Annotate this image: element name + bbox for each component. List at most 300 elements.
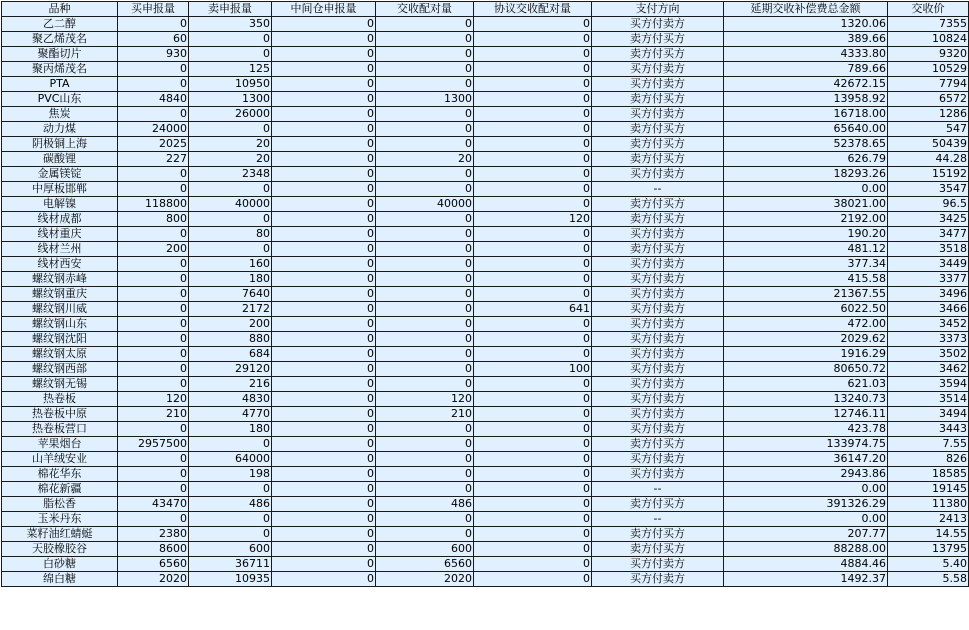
table-row bbox=[2, 392, 969, 407]
cell-buy-qty: 0 bbox=[118, 167, 189, 182]
cell-buy-qty: 0 bbox=[118, 422, 189, 437]
cell-buy-qty: 227 bbox=[118, 152, 189, 167]
cell-compensation-total: 4333.80 bbox=[724, 47, 888, 62]
table-row bbox=[2, 482, 969, 497]
cell-delivery-price: 11380 bbox=[888, 497, 969, 512]
cell-sell-qty: 0 bbox=[189, 182, 272, 197]
cell-variety: 螺纹钢无锡 bbox=[2, 377, 118, 392]
cell-payment-direction: 买方付卖方 bbox=[592, 77, 724, 92]
cell-buy-qty: 0 bbox=[118, 377, 189, 392]
cell-compensation-total: 415.58 bbox=[724, 272, 888, 287]
cell-middle-warehouse-qty: 0 bbox=[272, 137, 376, 152]
cell-matched-qty: 0 bbox=[376, 362, 474, 377]
cell-payment-direction: 卖方付买方 bbox=[592, 32, 724, 47]
table-row bbox=[2, 302, 969, 317]
cell-delivery-price: 3477 bbox=[888, 227, 969, 242]
cell-buy-qty: 0 bbox=[118, 17, 189, 32]
cell-variety: 螺纹钢重庆 bbox=[2, 287, 118, 302]
cell-delivery-price: 3449 bbox=[888, 257, 969, 272]
cell-buy-qty: 0 bbox=[118, 332, 189, 347]
cell-delivery-price: 96.5 bbox=[888, 197, 969, 212]
cell-compensation-total: 21367.55 bbox=[724, 287, 888, 302]
cell-middle-warehouse-qty: 0 bbox=[272, 542, 376, 557]
cell-middle-warehouse-qty: 0 bbox=[272, 62, 376, 77]
cell-sell-qty: 880 bbox=[189, 332, 272, 347]
cell-variety: 电解镍 bbox=[2, 197, 118, 212]
table-row bbox=[2, 362, 969, 377]
cell-matched-qty: 0 bbox=[376, 482, 474, 497]
cell-middle-warehouse-qty: 0 bbox=[272, 32, 376, 47]
header-buy-qty: 买申报量 bbox=[118, 2, 189, 17]
cell-middle-warehouse-qty: 0 bbox=[272, 107, 376, 122]
cell-buy-qty: 24000 bbox=[118, 122, 189, 137]
cell-matched-qty: 40000 bbox=[376, 197, 474, 212]
cell-variety: 螺纹钢川威 bbox=[2, 302, 118, 317]
cell-matched-qty: 0 bbox=[376, 47, 474, 62]
cell-buy-qty: 2957500 bbox=[118, 437, 189, 452]
cell-variety: 乙二醇 bbox=[2, 17, 118, 32]
cell-agreement-matched-qty: 0 bbox=[474, 137, 592, 152]
cell-matched-qty: 0 bbox=[376, 527, 474, 542]
cell-variety: 聚乙烯茂名 bbox=[2, 32, 118, 47]
cell-sell-qty: 20 bbox=[189, 137, 272, 152]
header-sell-qty: 卖申报量 bbox=[189, 2, 272, 17]
cell-agreement-matched-qty: 0 bbox=[474, 482, 592, 497]
table-row bbox=[2, 497, 969, 512]
cell-sell-qty: 0 bbox=[189, 482, 272, 497]
cell-payment-direction: 卖方付买方 bbox=[592, 152, 724, 167]
cell-sell-qty: 29120 bbox=[189, 362, 272, 377]
cell-delivery-price: 10529 bbox=[888, 62, 969, 77]
cell-sell-qty: 0 bbox=[189, 512, 272, 527]
cell-buy-qty: 8600 bbox=[118, 542, 189, 557]
cell-compensation-total: 1916.29 bbox=[724, 347, 888, 362]
cell-matched-qty: 0 bbox=[376, 332, 474, 347]
cell-sell-qty: 7640 bbox=[189, 287, 272, 302]
cell-sell-qty: 36711 bbox=[189, 557, 272, 572]
cell-middle-warehouse-qty: 0 bbox=[272, 77, 376, 92]
cell-delivery-price: 547 bbox=[888, 122, 969, 137]
cell-variety: 山羊绒安业 bbox=[2, 452, 118, 467]
cell-middle-warehouse-qty: 0 bbox=[272, 347, 376, 362]
cell-variety: 脂松香 bbox=[2, 497, 118, 512]
cell-sell-qty: 180 bbox=[189, 272, 272, 287]
cell-buy-qty: 118800 bbox=[118, 197, 189, 212]
cell-variety: 棉花新疆 bbox=[2, 482, 118, 497]
cell-compensation-total: 42672.15 bbox=[724, 77, 888, 92]
cell-middle-warehouse-qty: 0 bbox=[272, 377, 376, 392]
cell-payment-direction: 买方付卖方 bbox=[592, 407, 724, 422]
cell-middle-warehouse-qty: 0 bbox=[272, 47, 376, 62]
cell-variety: 碳酸锂 bbox=[2, 152, 118, 167]
cell-payment-direction: 买方付卖方 bbox=[592, 572, 724, 587]
cell-delivery-price: 3496 bbox=[888, 287, 969, 302]
cell-agreement-matched-qty: 0 bbox=[474, 167, 592, 182]
cell-matched-qty: 0 bbox=[376, 182, 474, 197]
cell-agreement-matched-qty: 0 bbox=[474, 512, 592, 527]
cell-delivery-price: 5.40 bbox=[888, 557, 969, 572]
cell-agreement-matched-qty: 0 bbox=[474, 227, 592, 242]
cell-variety: 棉花华东 bbox=[2, 467, 118, 482]
cell-buy-qty: 0 bbox=[118, 347, 189, 362]
cell-middle-warehouse-qty: 0 bbox=[272, 497, 376, 512]
cell-sell-qty: 20 bbox=[189, 152, 272, 167]
cell-matched-qty: 0 bbox=[376, 437, 474, 452]
cell-middle-warehouse-qty: 0 bbox=[272, 122, 376, 137]
cell-compensation-total: 12746.11 bbox=[724, 407, 888, 422]
cell-compensation-total: 4884.46 bbox=[724, 557, 888, 572]
cell-buy-qty: 0 bbox=[118, 182, 189, 197]
cell-sell-qty: 125 bbox=[189, 62, 272, 77]
cell-matched-qty: 0 bbox=[376, 377, 474, 392]
cell-payment-direction: 买方付卖方 bbox=[592, 317, 724, 332]
cell-middle-warehouse-qty: 0 bbox=[272, 287, 376, 302]
table-row bbox=[2, 167, 969, 182]
cell-payment-direction: 买方付卖方 bbox=[592, 272, 724, 287]
header-delivery-price: 交收价 bbox=[888, 2, 969, 17]
cell-delivery-price: 3425 bbox=[888, 212, 969, 227]
cell-delivery-price: 5.58 bbox=[888, 572, 969, 587]
cell-payment-direction: 卖方付买方 bbox=[592, 542, 724, 557]
cell-payment-direction: 买方付卖方 bbox=[592, 332, 724, 347]
cell-payment-direction: 卖方付买方 bbox=[592, 197, 724, 212]
cell-buy-qty: 0 bbox=[118, 77, 189, 92]
cell-buy-qty: 0 bbox=[118, 452, 189, 467]
cell-middle-warehouse-qty: 0 bbox=[272, 467, 376, 482]
cell-agreement-matched-qty: 0 bbox=[474, 122, 592, 137]
cell-buy-qty: 0 bbox=[118, 317, 189, 332]
cell-variety: 绵白糖 bbox=[2, 572, 118, 587]
cell-compensation-total: 0.00 bbox=[724, 182, 888, 197]
cell-sell-qty: 2348 bbox=[189, 167, 272, 182]
cell-delivery-price: 2413 bbox=[888, 512, 969, 527]
cell-middle-warehouse-qty: 0 bbox=[272, 152, 376, 167]
cell-buy-qty: 0 bbox=[118, 272, 189, 287]
cell-variety: 菜籽油红蜻蜓 bbox=[2, 527, 118, 542]
table-row bbox=[2, 317, 969, 332]
cell-middle-warehouse-qty: 0 bbox=[272, 257, 376, 272]
cell-sell-qty: 0 bbox=[189, 527, 272, 542]
cell-matched-qty: 0 bbox=[376, 467, 474, 482]
cell-agreement-matched-qty: 0 bbox=[474, 347, 592, 362]
cell-agreement-matched-qty: 0 bbox=[474, 392, 592, 407]
cell-agreement-matched-qty: 0 bbox=[474, 242, 592, 257]
cell-compensation-total: 2192.00 bbox=[724, 212, 888, 227]
cell-compensation-total: 2943.86 bbox=[724, 467, 888, 482]
header-variety: 品种 bbox=[2, 2, 118, 17]
cell-buy-qty: 0 bbox=[118, 62, 189, 77]
cell-compensation-total: 0.00 bbox=[724, 512, 888, 527]
cell-agreement-matched-qty: 0 bbox=[474, 527, 592, 542]
cell-compensation-total: 13240.73 bbox=[724, 392, 888, 407]
table-row bbox=[2, 92, 969, 107]
cell-matched-qty: 210 bbox=[376, 407, 474, 422]
cell-delivery-price: 3502 bbox=[888, 347, 969, 362]
cell-agreement-matched-qty: 0 bbox=[474, 17, 592, 32]
cell-agreement-matched-qty: 0 bbox=[474, 557, 592, 572]
cell-middle-warehouse-qty: 0 bbox=[272, 17, 376, 32]
cell-variety: 线材成都 bbox=[2, 212, 118, 227]
cell-delivery-price: 6572 bbox=[888, 92, 969, 107]
cell-compensation-total: 38021.00 bbox=[724, 197, 888, 212]
cell-payment-direction: 买方付卖方 bbox=[592, 377, 724, 392]
cell-agreement-matched-qty: 0 bbox=[474, 47, 592, 62]
table-row bbox=[2, 287, 969, 302]
cell-compensation-total: 481.12 bbox=[724, 242, 888, 257]
cell-variety: 线材兰州 bbox=[2, 242, 118, 257]
table-row bbox=[2, 77, 969, 92]
cell-delivery-price: 3373 bbox=[888, 332, 969, 347]
cell-buy-qty: 0 bbox=[118, 362, 189, 377]
cell-middle-warehouse-qty: 0 bbox=[272, 452, 376, 467]
cell-sell-qty: 200 bbox=[189, 317, 272, 332]
cell-buy-qty: 2020 bbox=[118, 572, 189, 587]
cell-buy-qty: 0 bbox=[118, 227, 189, 242]
cell-sell-qty: 4770 bbox=[189, 407, 272, 422]
cell-delivery-price: 3452 bbox=[888, 317, 969, 332]
cell-compensation-total: 207.77 bbox=[724, 527, 888, 542]
cell-sell-qty: 198 bbox=[189, 467, 272, 482]
cell-middle-warehouse-qty: 0 bbox=[272, 227, 376, 242]
cell-sell-qty: 0 bbox=[189, 32, 272, 47]
cell-matched-qty: 0 bbox=[376, 107, 474, 122]
cell-middle-warehouse-qty: 0 bbox=[272, 242, 376, 257]
cell-middle-warehouse-qty: 0 bbox=[272, 482, 376, 497]
cell-delivery-price: 7.55 bbox=[888, 437, 969, 452]
cell-buy-qty: 2025 bbox=[118, 137, 189, 152]
cell-middle-warehouse-qty: 0 bbox=[272, 392, 376, 407]
cell-sell-qty: 600 bbox=[189, 542, 272, 557]
cell-middle-warehouse-qty: 0 bbox=[272, 317, 376, 332]
cell-payment-direction: 买方付卖方 bbox=[592, 167, 724, 182]
cell-variety: 热卷板 bbox=[2, 392, 118, 407]
table-row bbox=[2, 17, 969, 32]
cell-buy-qty: 43470 bbox=[118, 497, 189, 512]
delivery-table bbox=[1, 1, 969, 587]
cell-matched-qty: 486 bbox=[376, 497, 474, 512]
cell-sell-qty: 350 bbox=[189, 17, 272, 32]
cell-variety: 金属镁锭 bbox=[2, 167, 118, 182]
cell-agreement-matched-qty: 0 bbox=[474, 287, 592, 302]
table-row bbox=[2, 377, 969, 392]
cell-middle-warehouse-qty: 0 bbox=[272, 332, 376, 347]
cell-compensation-total: 389.66 bbox=[724, 32, 888, 47]
cell-compensation-total: 190.20 bbox=[724, 227, 888, 242]
cell-variety: 聚丙烯茂名 bbox=[2, 62, 118, 77]
cell-compensation-total: 52378.65 bbox=[724, 137, 888, 152]
cell-payment-direction: 买方付卖方 bbox=[592, 107, 724, 122]
cell-middle-warehouse-qty: 0 bbox=[272, 212, 376, 227]
cell-middle-warehouse-qty: 0 bbox=[272, 407, 376, 422]
cell-payment-direction: -- bbox=[592, 512, 724, 527]
cell-matched-qty: 0 bbox=[376, 302, 474, 317]
cell-sell-qty: 10950 bbox=[189, 77, 272, 92]
table-row bbox=[2, 542, 969, 557]
cell-delivery-price: 15192 bbox=[888, 167, 969, 182]
cell-middle-warehouse-qty: 0 bbox=[272, 272, 376, 287]
cell-agreement-matched-qty: 0 bbox=[474, 452, 592, 467]
cell-agreement-matched-qty: 0 bbox=[474, 257, 592, 272]
cell-variety: 玉米丹东 bbox=[2, 512, 118, 527]
header-agreement-matched-qty: 协议交收配对量 bbox=[474, 2, 592, 17]
cell-delivery-price: 13795 bbox=[888, 542, 969, 557]
cell-matched-qty: 0 bbox=[376, 257, 474, 272]
cell-payment-direction: 卖方付买方 bbox=[592, 137, 724, 152]
cell-payment-direction: 卖方付买方 bbox=[592, 437, 724, 452]
table-row bbox=[2, 47, 969, 62]
cell-variety: 中厚板邯郸 bbox=[2, 182, 118, 197]
table-row bbox=[2, 182, 969, 197]
cell-agreement-matched-qty: 0 bbox=[474, 182, 592, 197]
table-row bbox=[2, 227, 969, 242]
table-row bbox=[2, 527, 969, 542]
cell-matched-qty: 1300 bbox=[376, 92, 474, 107]
table-row bbox=[2, 332, 969, 347]
table-row bbox=[2, 257, 969, 272]
cell-middle-warehouse-qty: 0 bbox=[272, 92, 376, 107]
cell-middle-warehouse-qty: 0 bbox=[272, 437, 376, 452]
cell-agreement-matched-qty: 120 bbox=[474, 212, 592, 227]
cell-payment-direction: 卖方付买方 bbox=[592, 242, 724, 257]
cell-compensation-total: 626.79 bbox=[724, 152, 888, 167]
cell-buy-qty: 800 bbox=[118, 212, 189, 227]
cell-matched-qty: 0 bbox=[376, 122, 474, 137]
cell-compensation-total: 36147.20 bbox=[724, 452, 888, 467]
cell-compensation-total: 88288.00 bbox=[724, 542, 888, 557]
cell-delivery-price: 826 bbox=[888, 452, 969, 467]
cell-agreement-matched-qty: 0 bbox=[474, 467, 592, 482]
cell-agreement-matched-qty: 0 bbox=[474, 32, 592, 47]
cell-matched-qty: 0 bbox=[376, 17, 474, 32]
cell-agreement-matched-qty: 0 bbox=[474, 542, 592, 557]
cell-variety: 白砂糖 bbox=[2, 557, 118, 572]
cell-agreement-matched-qty: 0 bbox=[474, 407, 592, 422]
cell-matched-qty: 0 bbox=[376, 77, 474, 92]
cell-delivery-price: 3518 bbox=[888, 242, 969, 257]
cell-payment-direction: 买方付卖方 bbox=[592, 467, 724, 482]
cell-compensation-total: 65640.00 bbox=[724, 122, 888, 137]
cell-matched-qty: 0 bbox=[376, 287, 474, 302]
cell-middle-warehouse-qty: 0 bbox=[272, 362, 376, 377]
cell-agreement-matched-qty: 0 bbox=[474, 437, 592, 452]
cell-matched-qty: 6560 bbox=[376, 557, 474, 572]
cell-variety: PTA bbox=[2, 77, 118, 92]
cell-matched-qty: 600 bbox=[376, 542, 474, 557]
cell-variety: 热卷板营口 bbox=[2, 422, 118, 437]
cell-buy-qty: 6560 bbox=[118, 557, 189, 572]
cell-compensation-total: 377.34 bbox=[724, 257, 888, 272]
cell-buy-qty: 120 bbox=[118, 392, 189, 407]
cell-sell-qty: 0 bbox=[189, 47, 272, 62]
cell-matched-qty: 0 bbox=[376, 242, 474, 257]
cell-delivery-price: 14.55 bbox=[888, 527, 969, 542]
cell-compensation-total: 133974.75 bbox=[724, 437, 888, 452]
cell-middle-warehouse-qty: 0 bbox=[272, 527, 376, 542]
cell-sell-qty: 26000 bbox=[189, 107, 272, 122]
table-row bbox=[2, 467, 969, 482]
table-row bbox=[2, 62, 969, 77]
cell-buy-qty: 0 bbox=[118, 482, 189, 497]
cell-delivery-price: 10824 bbox=[888, 32, 969, 47]
table-row bbox=[2, 212, 969, 227]
cell-agreement-matched-qty: 0 bbox=[474, 152, 592, 167]
cell-payment-direction: 买方付卖方 bbox=[592, 302, 724, 317]
cell-delivery-price: 9320 bbox=[888, 47, 969, 62]
cell-agreement-matched-qty: 0 bbox=[474, 422, 592, 437]
cell-payment-direction: 买方付卖方 bbox=[592, 287, 724, 302]
table-row bbox=[2, 557, 969, 572]
cell-variety: 螺纹钢太原 bbox=[2, 347, 118, 362]
cell-payment-direction: 买方付卖方 bbox=[592, 257, 724, 272]
table-row bbox=[2, 137, 969, 152]
cell-payment-direction: 卖方付买方 bbox=[592, 122, 724, 137]
cell-sell-qty: 684 bbox=[189, 347, 272, 362]
table-row bbox=[2, 242, 969, 257]
cell-variety: PVC山东 bbox=[2, 92, 118, 107]
cell-delivery-price: 3494 bbox=[888, 407, 969, 422]
cell-sell-qty: 40000 bbox=[189, 197, 272, 212]
table-row bbox=[2, 197, 969, 212]
cell-sell-qty: 80 bbox=[189, 227, 272, 242]
cell-middle-warehouse-qty: 0 bbox=[272, 557, 376, 572]
cell-buy-qty: 930 bbox=[118, 47, 189, 62]
cell-variety: 螺纹钢沈阳 bbox=[2, 332, 118, 347]
cell-payment-direction: 买方付卖方 bbox=[592, 422, 724, 437]
cell-delivery-price: 3462 bbox=[888, 362, 969, 377]
table-row bbox=[2, 422, 969, 437]
cell-agreement-matched-qty: 0 bbox=[474, 332, 592, 347]
cell-agreement-matched-qty: 0 bbox=[474, 92, 592, 107]
cell-delivery-price: 7355 bbox=[888, 17, 969, 32]
cell-buy-qty: 0 bbox=[118, 512, 189, 527]
cell-agreement-matched-qty: 0 bbox=[474, 107, 592, 122]
cell-payment-direction: 买方付卖方 bbox=[592, 227, 724, 242]
table-row bbox=[2, 107, 969, 122]
cell-delivery-price: 3547 bbox=[888, 182, 969, 197]
table-row bbox=[2, 437, 969, 452]
cell-compensation-total: 789.66 bbox=[724, 62, 888, 77]
cell-sell-qty: 4830 bbox=[189, 392, 272, 407]
cell-compensation-total: 13958.92 bbox=[724, 92, 888, 107]
cell-middle-warehouse-qty: 0 bbox=[272, 572, 376, 587]
cell-delivery-price: 3466 bbox=[888, 302, 969, 317]
cell-payment-direction: 卖方付买方 bbox=[592, 92, 724, 107]
cell-delivery-price: 3443 bbox=[888, 422, 969, 437]
cell-compensation-total: 16718.00 bbox=[724, 107, 888, 122]
cell-buy-qty: 2380 bbox=[118, 527, 189, 542]
cell-payment-direction: 卖方付买方 bbox=[592, 212, 724, 227]
table-row bbox=[2, 452, 969, 467]
cell-delivery-price: 3514 bbox=[888, 392, 969, 407]
cell-matched-qty: 0 bbox=[376, 452, 474, 467]
cell-matched-qty: 0 bbox=[376, 167, 474, 182]
header-middle-warehouse-qty: 中间仓申报量 bbox=[272, 2, 376, 17]
cell-sell-qty: 64000 bbox=[189, 452, 272, 467]
table-row bbox=[2, 32, 969, 47]
cell-payment-direction: 买方付卖方 bbox=[592, 557, 724, 572]
cell-agreement-matched-qty: 0 bbox=[474, 272, 592, 287]
cell-delivery-price: 7794 bbox=[888, 77, 969, 92]
cell-matched-qty: 0 bbox=[376, 422, 474, 437]
cell-matched-qty: 0 bbox=[376, 137, 474, 152]
cell-delivery-price: 44.28 bbox=[888, 152, 969, 167]
cell-matched-qty: 0 bbox=[376, 512, 474, 527]
cell-delivery-price: 3377 bbox=[888, 272, 969, 287]
cell-buy-qty: 4840 bbox=[118, 92, 189, 107]
cell-payment-direction: 买方付卖方 bbox=[592, 362, 724, 377]
cell-variety: 阴极铜上海 bbox=[2, 137, 118, 152]
cell-matched-qty: 0 bbox=[376, 272, 474, 287]
